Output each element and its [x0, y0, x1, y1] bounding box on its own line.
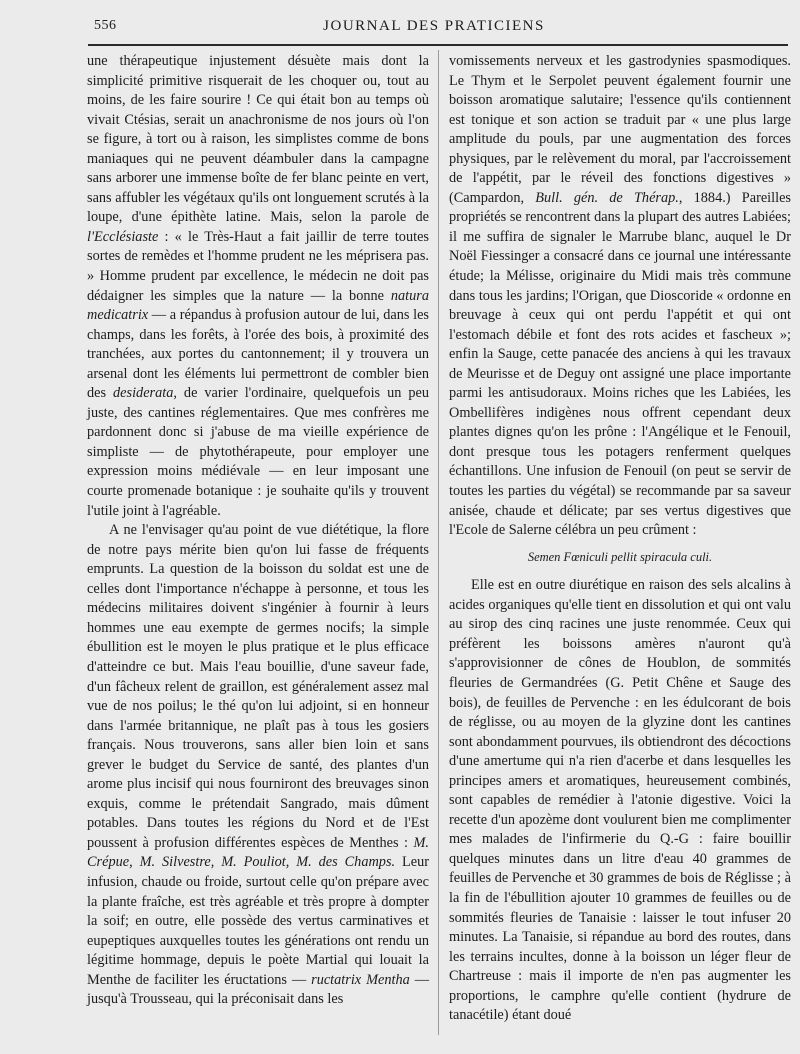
italic-run: desiderata — [113, 385, 174, 402]
latin-quotation: Semen Fœniculi pellit spiracula culi. — [527, 549, 713, 564]
text-run: Leur infusion, chaude ou froide, surtout celle qu'on prépare avec la plante fraîche, est très agréable et très propre à dompter la soif; en outre, elle possède des vertus carminatives et eupeptiques auxquelles toutes les générations ont rendu un légitime hommage, depuis le poète Martial qui louait la Menthe de faciliter les éructations — — [87, 854, 430, 988]
left-paragraph-2 — [87, 521, 429, 1010]
italic-run: ructatrix Mentha — [311, 971, 410, 988]
right-paragraph-1 — [449, 52, 791, 541]
text-run: une thérapeutique injustement désuète mais dont la simplicité primitive risquerait de les choquer ou, tout au moins, de les faire sourire ! Ce qui était bon au temps où vivait Ctésias, serait un anachronisme de nos jours où l'on se figure, à tort ou à raison, les simplistes comme de bons maniaques qui ne peuvent déambuler dans la campagne sans arborer une immense boîte de fer blanc peinte en vert, sans affubler les végétaux qu'ils ont longuement scrutés à la loupe, d'une épithète latine. Mais, selon la parole de — [87, 53, 429, 226]
running-title: JOURNAL DES PRATICIENS — [323, 18, 545, 34]
page-header — [80, 14, 788, 44]
text-run: , de varier l'ordinaire, quelquefois un peu juste, des cantines réglementaires. Que mes confrères me pardonnent donc si j'abuse de ma vieille expérience de simpliste — de phytothérapeute, pour employer une expression moins médiévale — en leur imposant une courte promenade botanique : je souhaite qu'ils y trouvent l'utile joint à l'agréable. — [87, 385, 429, 519]
text-run: , 1884.) Pareilles propriétés se rencontrent dans la plupart des autres Labiées; il me suffira de signaler le Marrube blanc, auquel le Dr Noël Fiessinger a consacré dans ce journal une intéressante étude; la Mélisse, originaire du Midi mais très commune dans tous les jardins; l'Origan, que Dioscoride « ordonne en breuvage à ceux qui ont perdu l'appétit et qui ont l'estomach débile et font des rots acides et fascheux »; enfin la Sauge, cette panacée des anciens à qui les travaux de Meurisse et de Deguy ont assigné une place importante parmi les antisudoraux. Moins riches que les Labiées, les Ombellifères indigènes nous offrent cependant deux plantes dignes qu'on les prône : l'Angélique et le Fenouil, dont presque tous les potagers renferment quelques échantillons. Une infusion de Fenouil (on peut se servir de toutes les parties du végétal) se recommande par sa saveur anisée, chaude et délicate; par ses vertus digestives que l'Ecole de Salerne célébra un peu crûment : — [449, 189, 791, 539]
page-number: 556 — [94, 18, 117, 33]
text-run: : « le Très-Haut a fait jaillir de terre toutes sortes de remèdes et l'homme prudent ne les méprisera pas. » Homme prudent par excellence, le médecin ne doit pas dédaigner les simples que la nature — la bonne — [87, 228, 429, 304]
text-run: A ne l'envisager qu'au point de vue diététique, la flore de notre pays mérite bien qu'on lui fasse de fréquents emprunts. La question de la boisson du soldat est une de celles dont l'importance n'échappe à personne, et tous les médecins militaires doivent s'ingénier à fournir à leurs hommes une eau exempte de germes nocifs; la simple ébullition est le moyen le plus pratique et le plus efficace d'atteindre ce but. Mais l'eau bouillie, d'une saveur fade, d'un fâcheux relent de graillon, est généralement assez mal vue de nos poilus; le thé qu'on lui adjoint, si en honneur dans l'armée britannique, ne plaît pas à tous les gosiers français. Nous trouverons, sans aller bien loin et sans grever le budget du Service de santé, des plantes d'un arome plus incisif qui nous fourniront des breuvages sinon exquis, comme le prétendait Sangrado, mais dûment potables. Dans toutes les régions du Nord et de l'Est poussent à profusion différentes espèces de Menthes : — [87, 522, 429, 851]
left-paragraph-1 — [87, 52, 429, 521]
header-rule — [88, 44, 788, 46]
right-paragraph-2: Elle est en outre diurétique en raison des sels alcalins à acides organiques qu'elle tient en dissolution et qui ont valu au sirop des cinq racines une juste renommée. Ceux qui préfèrent les boissons amères n'auront qu'à s'approvisionner de cônes de Houblon, de sommités fleuries de Germandrées (G. Petit Chêne et Sauge des bois), de feuilles de Pervenche : en les édulcorant de bois de réglisse, ou au moyen de la glyzine dont les cantines sont abondamment pourvues, ils obtiendront des décoctions d'une amertume qui n'a rien d'acerbe et dans lesquelles les principes amers et aromatiques, heureusement combinés, sont capables de remédier à l'atonie digestive. Voici la recette d'un apozème dont voulurent bien me complimenter mes malades de l'infirmerie du Q.-G : faire bouillir quelques minutes dans un litre d'eau 40 grammes de feuilles de Pervenche et 30 grammes de bois de Réglisse ; à la fin de l'ébullition ajouter 10 grammes de feuilles ou de sommités fleuries de Tanaisie : laisser le tout infuser 20 minutes. La Tanaisie, si répandue au bord des routes, dans les terrains incultes, donne à la boisson un léger fleur de Chartreuse : mais il importe de n'en pas augmenter les proportions, le camphre qu'elle contient (hydrure de tanacétile) étant doué — [449, 577, 791, 1024]
italic-run: Bull. gén. de Thérap. — [535, 189, 679, 206]
italic-run: natura medicatrix — [87, 287, 429, 324]
text-run: vomissements nerveux et les gastrodynies spasmodiques. Le Thym et le Serpolet peuvent également fournir une boisson aromatique salutaire; l'essence qu'ils contiennent est tonique et son action se traduit par « une plus large amplitude du pouls, par une augmentation des forces physiques, par le relèvement du moral, par l'accroissement de l'appétit, par le réveil des fonctions digestives » (Campardon, — [449, 53, 791, 206]
left-column — [87, 52, 429, 1010]
text-run: — jusqu'à Trousseau, qui la préconisait dans les — [87, 971, 429, 1008]
column-divider — [438, 50, 439, 1035]
italic-run: l'Ecclésiaste — [87, 228, 159, 245]
right-column — [449, 52, 791, 1026]
italic-run: M. Crépue, M. Silvestre, M. Pouliot, M. des Champs. — [87, 834, 429, 871]
text-run: — a répandus à profusion autour de lui, dans les champs, dans les forêts, à l'orée des bois, à proximité des tranchées, aux portes du cantonnement; il y trouvera un arsenal dont les éléments lui permettront de combler bien des — [87, 307, 429, 402]
